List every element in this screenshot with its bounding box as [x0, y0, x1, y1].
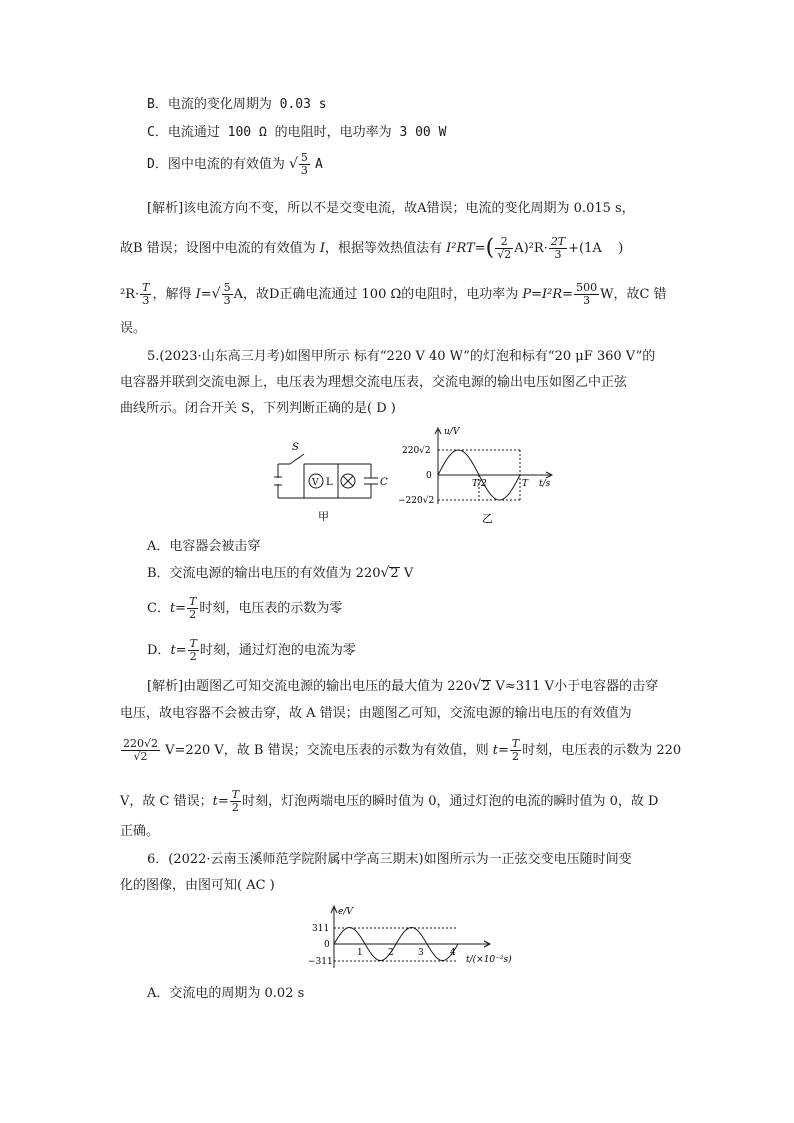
frac-num: T — [511, 737, 520, 750]
q4-solution-line1: [解析]该电流方向不变，所以不是交变电流，故A错误；电流的变化周期为 0.015 s， — [147, 201, 635, 216]
q4-option-b: B．电流的变化周期为 0.03 s — [147, 97, 327, 112]
q5-option-d: D．t= $\frac{T}{2}$ 时刻，通过灯泡的电流为零 — [147, 637, 356, 663]
math-eq: I²RT= — [446, 241, 486, 256]
y-tick-zero: 0 — [324, 940, 330, 950]
figure-label-jia: 甲 — [318, 510, 329, 523]
sqrt-value: 2 — [482, 679, 491, 694]
frac-num: 2 — [495, 236, 513, 249]
math-eq: t= — [170, 643, 187, 658]
y-tick-min: −220√2 — [398, 496, 435, 506]
switch-blade — [290, 454, 304, 464]
q5-solution-line2: 电压，故电容器不会被击穿，故 A 错误；由题图乙可知，交流电源的输出电压的有效值为 — [120, 706, 632, 721]
q4-solution-line4: 误。 — [120, 321, 147, 336]
q4-option-d-text: D．图中电流的有效值为 — [147, 157, 285, 172]
sol-text: +(1A — [568, 241, 602, 256]
frac-den: 3 — [300, 164, 308, 177]
q4-solution-line2: 故B 错误；设图中电流的有效值为 I，根据等效热值法有 I²RT=( $\frac{2}{√2}$ A)²R· $\frac{2T}{3}$ +(1A ) — [120, 235, 624, 261]
sqrt-value: 2 — [390, 566, 399, 581]
y-tick-min: −311 — [308, 957, 333, 967]
q5-stem-line2: 电容器并联到交流电源上，电压表为理想交流电压表，交流电源的输出电压如图乙中正弦 — [120, 375, 628, 390]
figure-label-yi: 乙 — [482, 512, 493, 525]
math-eq: t= — [492, 743, 509, 758]
frac-den: 3 — [554, 248, 562, 261]
x-tick-4: 4 — [450, 948, 456, 958]
var-I: I — [319, 241, 325, 256]
option-text: 时刻，电压表的示数为零 — [199, 601, 343, 616]
sol-text: ，解得 — [152, 287, 192, 302]
x-tick-3: 3 — [418, 948, 424, 958]
math-eq: I= — [195, 287, 212, 302]
frac-den: 3 — [583, 294, 591, 307]
q6-stem-line1: 6．(2022·云南玉溪师范学院附属中学高三期末)如图所示为一正弦交变电压随时间变 — [147, 852, 632, 867]
x-tick-period: T — [522, 479, 529, 489]
frac-num: T — [189, 595, 197, 608]
math-eq: t= — [169, 601, 187, 616]
q4-solution-line3: ²R· $\frac{T}{3}$ ，解得 I=√ $\frac{5}{3}$ A，故D正确电流通过 100 Ω的电阻时，电功率为 P=I²R= $\frac{500}{3}$ W，故C 错 — [120, 281, 667, 307]
option-unit: V — [403, 566, 414, 581]
y-tick-max: 311 — [312, 924, 330, 934]
option-text: B．交流电源的输出电压的有效值为 220 — [147, 566, 381, 581]
q5-solution-line3: $\frac{220√2}{√2}$ V=220 V，故 B 错误；交流电压表的示数为有效值，则 t= $\frac{T}{2}$ 时刻，电压表的示数为 220 — [123, 737, 682, 763]
frac-den: 2 — [189, 650, 197, 663]
sol-text: 时刻，灯泡两端电压的瞬时值为 0，通过灯泡的电流的瞬时值为 0，故 D — [242, 794, 659, 809]
capacitor-label: C — [380, 477, 388, 488]
math-eq: t= — [212, 794, 229, 809]
frac-num: T — [231, 788, 240, 801]
frac-den: 2 — [140, 750, 148, 763]
q5-solution-line1: [解析]由题图乙可知交流电源的输出电压的最大值为 220√2 V≈311 V小于电容器的击穿 — [147, 678, 659, 694]
sol-text: [解析]由题图乙可知交流电源的输出电压的最大值为 220 — [147, 679, 473, 694]
emf-graph — [296, 902, 516, 974]
frac-num: 5 — [223, 281, 231, 294]
frac-num: T — [189, 637, 197, 650]
sol-text: ²R· — [120, 287, 140, 302]
x-tick-1: 1 — [357, 948, 363, 958]
sol-text: W，故C 错 — [600, 287, 667, 302]
sol-text: V≈311 V — [495, 679, 555, 694]
sol-text: 故B 错误；设图中电流的有效值为 — [120, 241, 316, 256]
y-tick-zero: 0 — [426, 471, 432, 481]
q4-option-d-unit: A — [315, 157, 323, 172]
x-axis-label: t/s — [539, 479, 551, 489]
frac-den: 2 — [504, 248, 512, 261]
sqrt-value: 2 — [151, 737, 159, 750]
switch-label: S — [292, 442, 299, 453]
frac-den: 2 — [512, 750, 520, 763]
sol-text: V，故 C 错误； — [120, 794, 213, 809]
frac-num: 220 — [123, 737, 144, 750]
q6-stem-line2: 化的图像，由图可知( AC ) — [120, 878, 275, 893]
math-eq: P=I²R= — [522, 287, 574, 302]
sol-text: A)²R· — [514, 241, 548, 256]
q5-option-c: C．t= $\frac{T}{2}$ 时刻，电压表的示数为零 — [147, 595, 343, 621]
frac-num: 2T — [550, 235, 566, 248]
lamp-label: L — [326, 477, 333, 488]
frac-num: T — [142, 281, 150, 294]
q4-option-d: D．图中电流的有效值为 √ $\frac{5}{3}$ A — [147, 151, 323, 177]
voltmeter-label: V — [312, 478, 319, 488]
q4-option-c: C．电流通过 100 Ω 的电阻时，电功率为 3 00 W — [147, 125, 447, 140]
sol-text: 电流通过 100 Ω的电阻时，电功率为 — [305, 287, 519, 302]
frac-num: 5 — [300, 151, 308, 164]
voltage-graph — [396, 424, 566, 528]
option-text: 时刻，通过灯泡的电流为零 — [199, 643, 356, 658]
frac-den: 2 — [231, 801, 239, 814]
circuit-diagram — [266, 436, 396, 528]
sol-text: V=220 V，故 B 错误；交流电压表的示数为有效值，则 — [165, 743, 489, 758]
y-axis-label: u/V — [444, 427, 460, 437]
x-tick-half-period: T/2 — [472, 479, 487, 489]
q5-solution-line4 — [120, 789, 658, 814]
sol-text: 时刻，电压表的示数为 220 — [522, 743, 682, 758]
frac-den: 3 — [223, 294, 231, 307]
q6-option-a: A．交流电的周期为 0.02 s — [147, 986, 305, 1001]
frac-num: 500 — [576, 281, 598, 294]
sol-text: 小于电容器的击穿 — [554, 679, 659, 694]
y-tick-max: 220√2 — [402, 446, 431, 456]
sol-text: ，根据等效热值法有 — [324, 241, 442, 256]
q5-stem-line3: 曲线所示。闭合开关 S，下列判断正确的是( D ) — [120, 401, 396, 416]
x-tick-2: 2 — [388, 948, 394, 958]
q5-solution-line5: 正确。 — [120, 824, 160, 839]
frac-den: 2 — [189, 608, 197, 621]
q5-option-a: A．电容器会被击穿 — [147, 539, 261, 554]
y-axis-label: e/V — [338, 907, 353, 917]
x-axis-label: t/(×10⁻²s) — [466, 955, 512, 965]
frac-den: 3 — [142, 294, 150, 307]
sol-text: A，故D正确 — [233, 287, 306, 302]
q5-option-b: B．交流电源的输出电压的有效值为 220√2 V — [147, 565, 414, 581]
q5-stem-line1: 5.(2023·山东高三月考)如图甲所示 标有“220 V 40 W”的灯泡和标有“20 μF 360 V”的 — [147, 349, 656, 364]
